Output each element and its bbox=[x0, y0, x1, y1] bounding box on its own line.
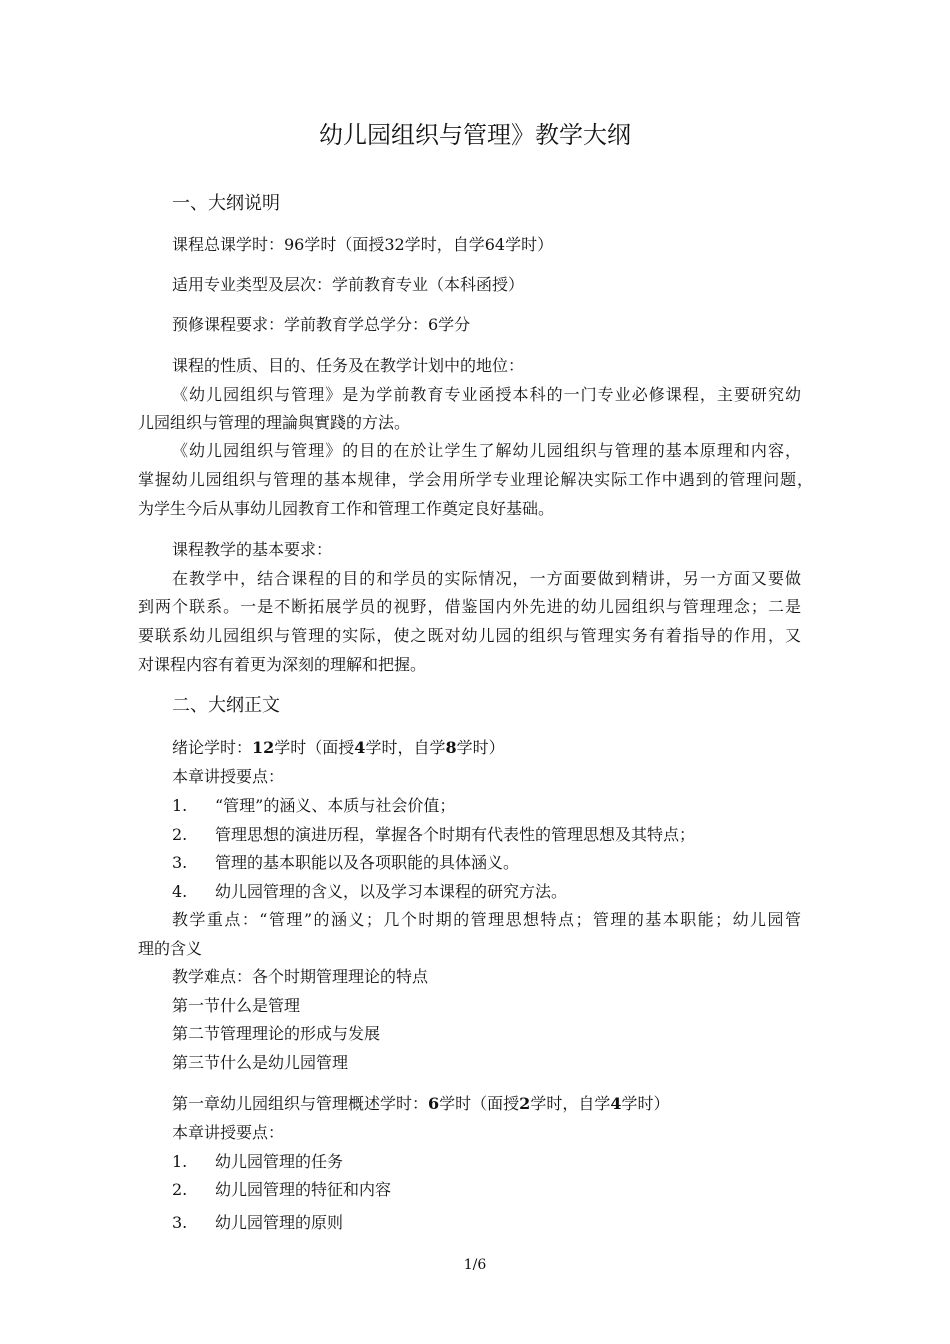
list-item-text: 管理的基本职能以及各项职能的具体涵义。 bbox=[215, 853, 520, 872]
list-item: 1. bbox=[172, 796, 188, 815]
paragraph-line: 《幼儿园组织与管理》是为学前教育专业函授本科的一门专业必修课程，主要研究幼 bbox=[172, 385, 801, 404]
key-points-label: 本章讲授要点： bbox=[172, 767, 285, 786]
section-title: 第二节管理理论的形成与发展 bbox=[172, 1024, 381, 1043]
list-item: 2. bbox=[172, 1180, 188, 1199]
document-title: 幼儿园组织与管理》教学大纲 bbox=[319, 121, 631, 149]
paragraph-line: 到两个联系。一是不断拓展学员的视野，借鉴国内外先进的幼儿园组织与管理理念；二是 bbox=[138, 597, 801, 616]
course-nature-label: 课程的性质、目的、任务及在教学计划中的地位： bbox=[172, 356, 525, 375]
teaching-key-points: 教学重点：“管理”的涵义；几个时期的管理思想特点；管理的基本职能；幼儿园管 bbox=[172, 910, 801, 929]
section-title: 第三节什么是幼儿园管理 bbox=[172, 1053, 349, 1072]
list-item-text: 幼儿园管理的任务 bbox=[215, 1152, 344, 1171]
intro-hours: 绪论学时：12学时（面授4学时，自学8学时） bbox=[172, 738, 505, 757]
list-item-text: “管理”的涵义、本质与社会价值； bbox=[215, 796, 456, 815]
list-item-text: 幼儿园管理的含义，以及学习本课程的研究方法。 bbox=[215, 882, 568, 901]
list-item: 1. bbox=[172, 1152, 188, 1171]
section-heading-outline: 一、大纲说明 bbox=[172, 193, 280, 214]
total-hours: 课程总课学时：96学时（面授32学时，自学64学时） bbox=[172, 235, 554, 254]
paragraph-line: 《幼儿园组织与管理》的目的在於让学生了解幼儿园组织与管理的基本原理和内容， bbox=[172, 441, 801, 460]
teaching-key-points-cont: 理的含义 bbox=[138, 939, 203, 958]
paragraph-line: 为学生今后从事幼儿园教育工作和管理工作奠定良好基础。 bbox=[138, 499, 555, 518]
applicable-major: 适用专业类型及层次：学前教育专业（本科函授） bbox=[172, 275, 525, 294]
list-item: 3. bbox=[172, 1213, 188, 1232]
basic-requirements-label: 课程教学的基本要求： bbox=[172, 540, 333, 559]
paragraph-line: 在教学中，结合课程的目的和学员的实际情况，一方面要做到精讲，另一方面又要做 bbox=[172, 569, 801, 588]
paragraph-line: 对课程内容有着更为深刻的理解和把握。 bbox=[138, 655, 427, 674]
prerequisites: 预修课程要求：学前教育学总学分：6学分 bbox=[172, 315, 471, 334]
list-item-text: 管理思想的演进历程，掌握各个时期有代表性的管理思想及其特点； bbox=[215, 825, 696, 844]
key-points-label: 本章讲授要点： bbox=[172, 1123, 285, 1142]
list-item-text: 幼儿园管理的特征和内容 bbox=[215, 1180, 392, 1199]
chapter1-hours: 第一章幼儿园组织与管理概述学时：6学时（面授2学时，自学4学时） bbox=[172, 1094, 670, 1113]
section-heading-body: 二、大纲正文 bbox=[172, 695, 280, 716]
list-item: 4. bbox=[172, 882, 188, 901]
section-title: 第一节什么是管理 bbox=[172, 996, 301, 1015]
paragraph-line: 掌握幼儿园组织与管理的基本规律，学会用所学专业理论解决实际工作中遇到的管理问题， bbox=[138, 470, 813, 489]
paragraph-line: 儿园组织与管理的理論與實踐的方法。 bbox=[138, 413, 411, 432]
list-item-text: 幼儿园管理的原则 bbox=[215, 1213, 344, 1232]
paragraph-line: 要联系幼儿园组织与管理的实际，使之既对幼儿园的组织与管理实务有着指导的作用，又 bbox=[138, 626, 801, 645]
list-item: 3. bbox=[172, 853, 188, 872]
teaching-difficulty: 教学难点：各个时期管理理论的特点 bbox=[172, 967, 429, 986]
list-item: 2. bbox=[172, 825, 188, 844]
page-number: 1/6 bbox=[463, 1257, 487, 1273]
